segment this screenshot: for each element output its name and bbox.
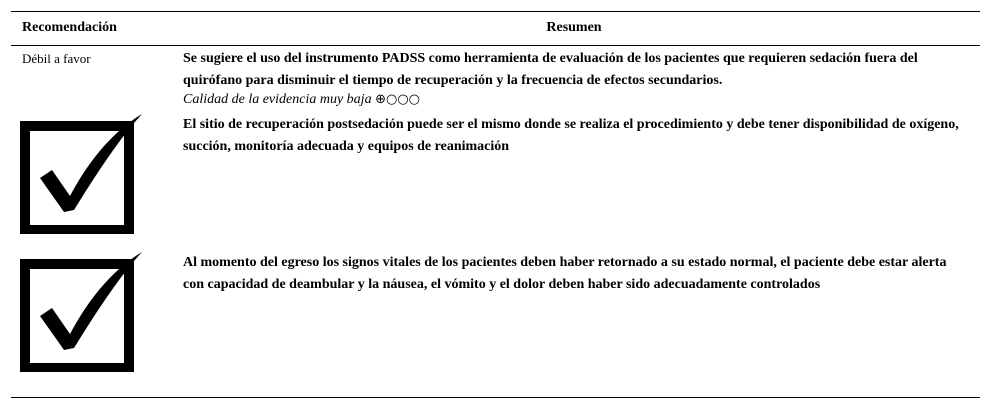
summary-paragraph-padss: Se sugiere el uso del instrumento PADSS como herramienta de evaluación de los pacientes que requieren sedación fuera del quirófano para disminuir el tiempo de recuperación y la frecuencia de efectos secundarios. bbox=[183, 51, 918, 88]
evidence-quality-symbols: ⊕○○○ bbox=[375, 92, 421, 107]
evidence-quality bbox=[183, 92, 420, 108]
table-header-row bbox=[11, 12, 980, 46]
checkbox-checked-icon bbox=[20, 114, 144, 234]
summary-paragraph-recovery-site: El sitio de recuperación postsedación puede ser el mismo donde se realiza el procedimiento y debe tener disponibilidad de oxígeno, succión, monitoría adecuada y equipos de reanimación bbox=[183, 117, 959, 154]
summary-paragraph-discharge: Al momento del egreso los signos vitales de los pacientes deben haber retornado a su estado normal, el paciente debe estar alerta con capacidad de deambular y la náusea, el vómito y el dolor deben haber sido adecuadamente controlados bbox=[183, 255, 947, 292]
evidence-quality-label: Calidad de la evidencia muy baja bbox=[183, 92, 372, 107]
recommendation-strength: Débil a favor bbox=[22, 51, 91, 66]
recommendation-table bbox=[11, 11, 980, 398]
header-resumen: Resumen bbox=[546, 20, 602, 35]
checkbox-checked-icon bbox=[20, 252, 144, 372]
header-recomendacion: Recomendación bbox=[22, 20, 117, 35]
